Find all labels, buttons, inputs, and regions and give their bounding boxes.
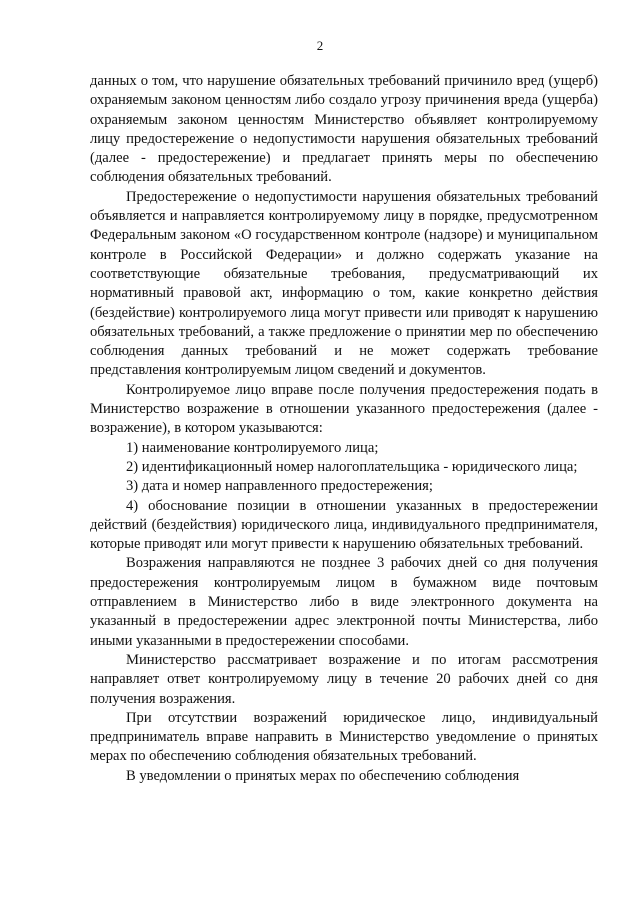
list-item-3: 3) дата и номер направленного предостережения; (126, 478, 433, 495)
list-item-1: 1) наименование контролируемого лица; (126, 439, 379, 456)
list-item-2: 2) идентификационный номер налогоплательщика - юридического лица; (126, 458, 578, 475)
document-body (90, 72, 598, 786)
paragraph-objection-right: Контролируемое лицо вправе после получения предостережения подать в Министерство возражение в отношении указанного предостережения (далее - возражение), в котором указываются: (90, 381, 598, 437)
paragraph-warning-procedure: Предостережение о недопустимости нарушения обязательных требований объявляется и направляется контролируемому лицу в порядке, предусмотренном Федеральным законом «О государственном контроле (надзоре) и муниципальном контроле в Российской Федерации» и должно содержать указание на соответствующие обязательные требования, предусматривающий их нормативный правовой акт, информацию о том, какие конкретно действия (бездействие) контролируемого лица могут привести или приводят к нарушению обязательных требований, а также предложение о принятии мер по обеспечению соблюдения данных требований и не может содержать требование представления контролируемым лицом сведений и документов. (90, 188, 598, 379)
paragraph-notification: В уведомлении о принятых мерах по обеспечению соблюдения (126, 767, 520, 784)
paragraph-objection-review: Министерство рассматривает возражение и по итогам рассмотрения направляет ответ контролируемому лицу в течение 20 рабочих дней со дня получения возражения. (90, 651, 598, 707)
paragraph-no-objection: При отсутствии возражений юридическое лицо, индивидуальный предприниматель вправе направить в Министерство уведомление о принятых мерах по обеспечению соблюдения обязательных требований. (90, 709, 598, 765)
page-number: 2 (316, 38, 324, 53)
paragraph-continuation: данных о том, что нарушение обязательных требований причинило вред (ущерб) охраняемым законом ценностям либо создало угрозу причинения вреда (ущерба) охраняемым законом ценностям Министерство объявляет контролируемому лицу предостережение о недопустимости нарушения обязательных требований (далее - предостережение) и предлагает принять меры по обеспечению соблюдения обязательных требований. (90, 73, 598, 186)
list-item-4: 4) обоснование позиции в отношении указанных в предостережении действий (бездействия) юридического лица, индивидуального предпринимателя, которые приводят или могут привести к нарушению обязательных требований. (90, 497, 598, 553)
paragraph-objection-deadline: Возражения направляются не позднее 3 рабочих дней со дня получения предостережения контролируемым лицом в бумажном виде почтовым отправлением в Министерство либо в виде электронного документа на указанный в предостережении адрес электронной почты Министерства, либо иными указанными в предостережении способами. (90, 555, 598, 649)
